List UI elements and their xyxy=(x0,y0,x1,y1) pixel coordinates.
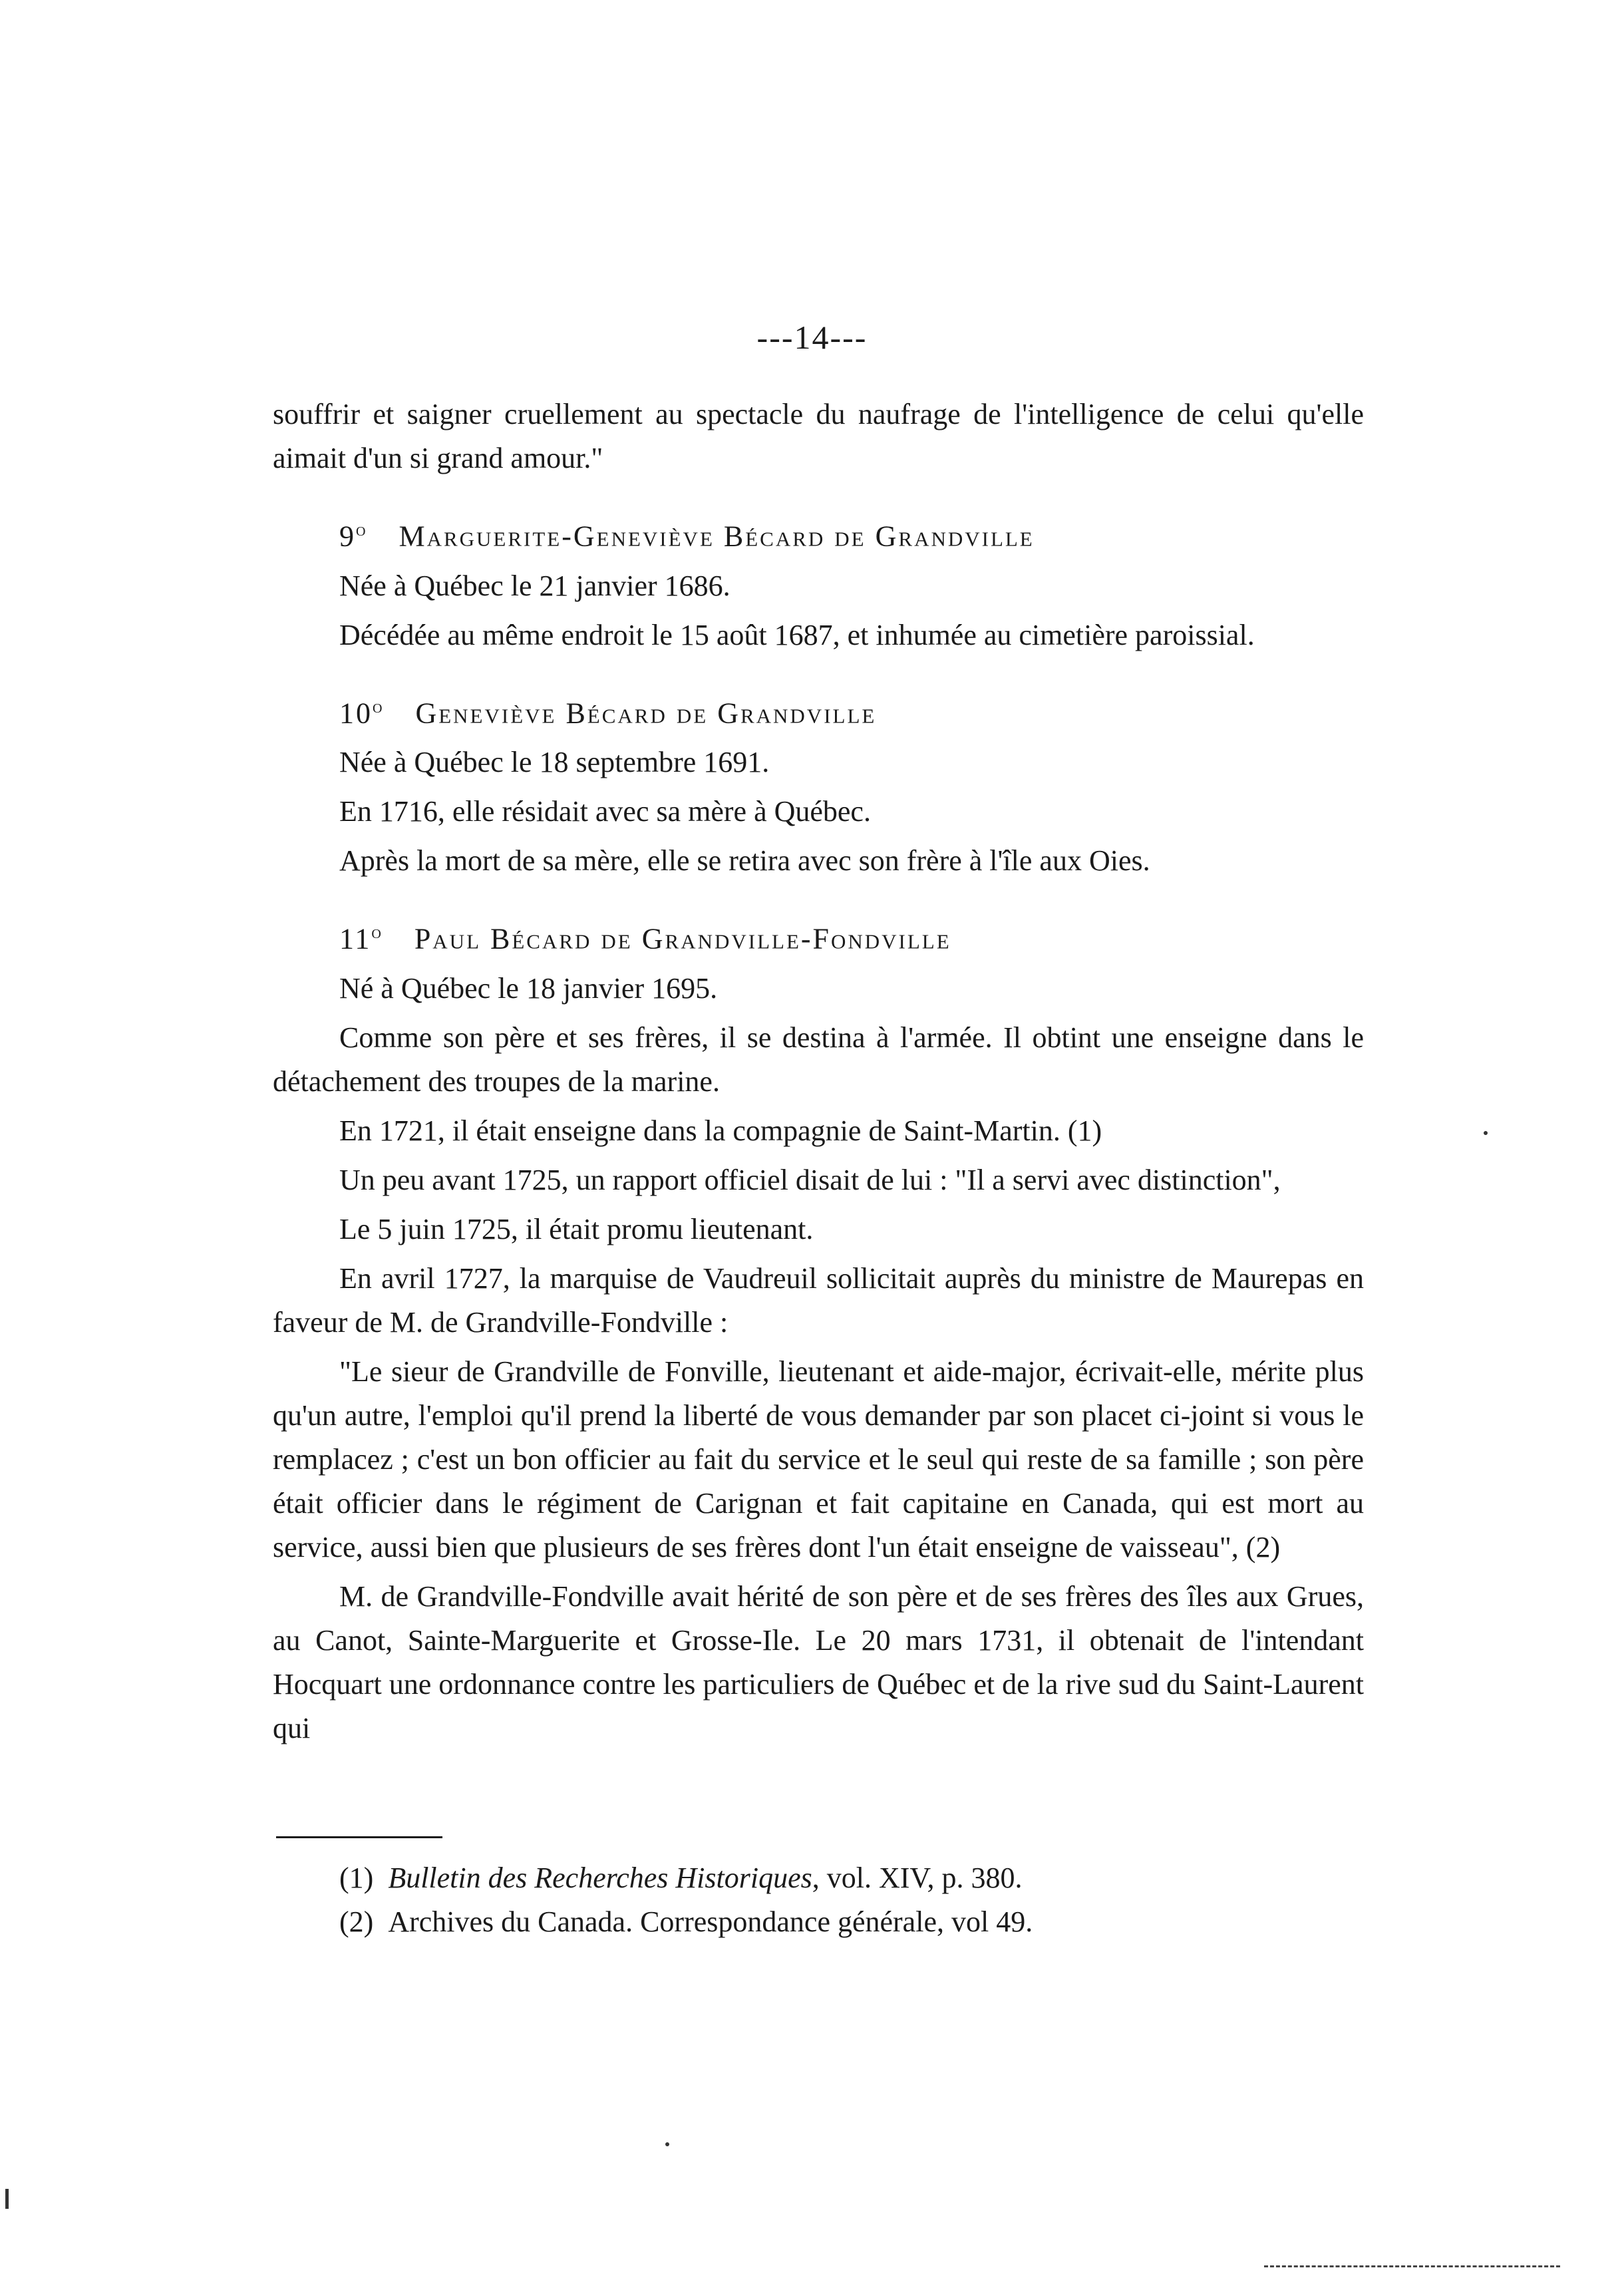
footnote-source-title: Bulletin des Recherches Historiques xyxy=(388,1862,812,1894)
paragraph: Née à Québec le 18 septembre 1691. xyxy=(339,746,770,779)
paragraph: Après la mort de sa mère, elle se retira avec son frère à l'île aux Oies. xyxy=(339,844,1150,878)
paragraph: En 1721, il était enseigne dans la compagnie de Saint-Martin. (1) xyxy=(339,1114,1102,1147)
section-title: Paul Bécard de Grandville-Fondville xyxy=(383,922,951,955)
footnote xyxy=(339,1856,1337,1900)
footnote-mark: (2) xyxy=(339,1905,389,1938)
paragraph: "Le sieur de Grandville de Fonville, lieutenant et aide-major, écrivait-elle, mérite plus qu'un autre, l'emploi qu'il prend la liberté de vous demander par son placet ci-joint si vous le remplacez ; c'est un bon officier au fait du service et le seul qui reste de sa famille ; son père était officier dans le régiment de Carignan et fait capitaine en Canada, qui est mort au service, aussi bien que plusieurs de ses frères dont l'un était enseigne de vaisseau", (2) xyxy=(273,1355,1364,1563)
section-title: Marguerite-Geneviève Bécard de Grandville xyxy=(367,520,1035,553)
section-spacer xyxy=(273,663,1364,683)
page-number: ---14--- xyxy=(756,319,868,356)
paragraph: souffrir et saigner cruellement au spectacle du naufrage de l'intelligence de celui qu'elle aimait d'un si grand amour." xyxy=(273,398,1364,474)
paragraph: Né à Québec le 18 janvier 1695. xyxy=(339,971,718,1005)
scan-speck xyxy=(665,2142,669,2146)
section-number: 10 xyxy=(339,697,373,730)
paragraph: Comme son père et ses frères, il se destina à l'armée. Il obtint une enseigne dans le détachement des troupes de la marine. xyxy=(273,1021,1364,1098)
paragraph: Un peu avant 1725, un rapport officiel disait de lui : "Il a servi avec distinction", xyxy=(339,1163,1281,1196)
scan-speck xyxy=(1484,1131,1488,1135)
section-heading xyxy=(273,685,1364,736)
footnote-divider xyxy=(276,1836,442,1838)
footnote-text: , vol. XIV, p. 380. xyxy=(812,1862,1023,1894)
ordinal-mark: o xyxy=(371,922,383,943)
section-number: 9 xyxy=(339,520,356,553)
section-number: 11 xyxy=(339,922,372,955)
paragraph: Le 5 juin 1725, il était promu lieutenant. xyxy=(339,1212,814,1245)
paragraph: En 1716, elle résidait avec sa mère à Québec. xyxy=(339,795,871,828)
footnotes xyxy=(339,1856,1337,1944)
scan-mark xyxy=(5,2189,9,2209)
section-spacer xyxy=(273,888,1364,908)
section-spacer xyxy=(273,486,1364,506)
paragraph: Décédée au même endroit le 15 août 1687, et inhumée au cimetière paroissial. xyxy=(339,618,1255,651)
section-title: Geneviève Bécard de Grandville xyxy=(384,697,877,730)
paragraph: En avril 1727, la marquise de Vaudreuil sollicitait auprès du ministre de Maurepas en faveur de M. de Grandville-Fondville : xyxy=(273,1261,1364,1339)
ordinal-mark: o xyxy=(356,520,368,540)
ordinal-mark: o xyxy=(373,696,385,717)
footnote xyxy=(339,1900,1337,1944)
body-text xyxy=(273,393,1364,1756)
scan-edge-mark xyxy=(1264,2265,1560,2267)
footnote-text: Archives du Canada. Correspondance générale, vol 49. xyxy=(388,1905,1033,1938)
paragraph: M. de Grandville-Fondville avait hérité de son père et de ses frères des îles aux Grues, au Canot, Sainte-Marguerite et Grosse-Ile. Le 20 mars 1731, il obtenait de l'intendant Hocquart une ordonnance contre les particuliers de Québec et de la rive sud du Saint-Laurent qui xyxy=(273,1579,1364,1744)
paragraph: Née à Québec le 21 janvier 1686. xyxy=(339,569,731,602)
footnote-mark: (1) xyxy=(339,1862,389,1894)
section-heading xyxy=(273,911,1364,961)
section-heading xyxy=(273,508,1364,559)
